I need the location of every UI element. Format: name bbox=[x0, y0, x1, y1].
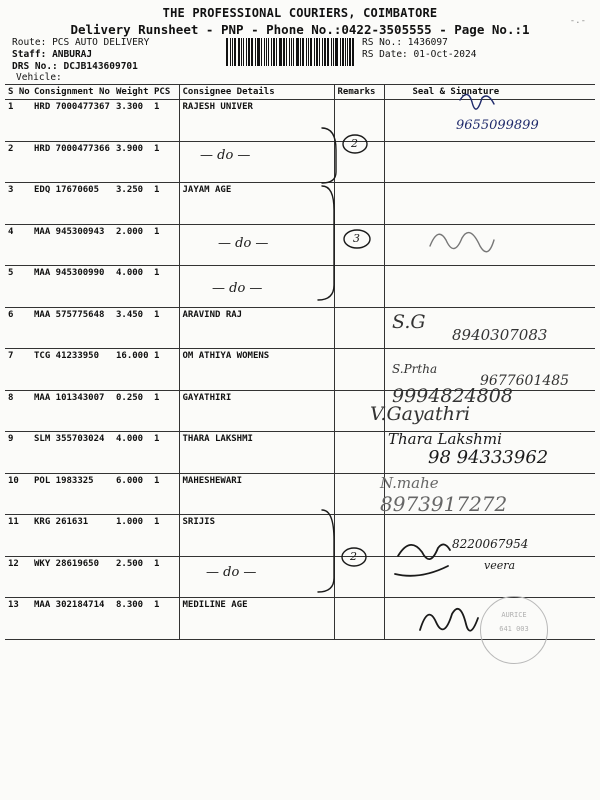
cell-pcs: 1 bbox=[151, 266, 179, 308]
barcode-bar bbox=[342, 38, 344, 66]
col-header-sno: S No bbox=[5, 85, 31, 100]
table-row bbox=[5, 183, 595, 225]
barcode-bar bbox=[273, 38, 275, 66]
circle-remark-3-text: 3 bbox=[353, 232, 360, 245]
barcode-bar bbox=[241, 38, 242, 66]
cell-sno: 8 bbox=[5, 390, 31, 432]
cell-seal-signature bbox=[384, 307, 595, 349]
barcode-bar bbox=[296, 38, 299, 66]
cell-consignee: OM ATHIYA WOMENS bbox=[179, 349, 334, 391]
col-header-weight: Weight bbox=[113, 85, 151, 100]
barcode-bar bbox=[283, 38, 285, 66]
cell-weight: 3.900 bbox=[113, 141, 151, 183]
cell-consignee bbox=[179, 224, 334, 266]
handwritten-phone-row9: 98 94333962 bbox=[428, 447, 549, 468]
cell-sno: 2 bbox=[5, 141, 31, 183]
cell-consignment: MAA 945300990 bbox=[31, 266, 113, 308]
barcode-bar bbox=[291, 38, 292, 66]
company-title: THE PROFESSIONAL COURIERS, COIMBATORE bbox=[162, 6, 438, 20]
route-label: Route: bbox=[12, 37, 47, 48]
cell-remarks bbox=[334, 224, 384, 266]
cell-pcs: 1 bbox=[151, 183, 179, 225]
vehicle-label: Vehicle: bbox=[16, 72, 62, 83]
barcode-bar bbox=[349, 38, 351, 66]
cell-weight: 3.250 bbox=[113, 183, 151, 225]
route-line bbox=[12, 37, 149, 49]
barcode-bar bbox=[266, 38, 268, 66]
table-row bbox=[5, 141, 595, 183]
table-row bbox=[5, 598, 595, 640]
table-row bbox=[5, 349, 595, 391]
handwritten-name-row8: V.Gayathri bbox=[370, 403, 471, 425]
cell-remarks bbox=[334, 432, 384, 474]
ditto-mark-row12: — do — bbox=[206, 565, 257, 580]
barcode-bar bbox=[345, 38, 346, 66]
barcode-bar bbox=[308, 38, 309, 66]
handwritten-phone-row11: 8220067954 bbox=[452, 537, 529, 551]
cell-remarks bbox=[334, 100, 384, 142]
cell-seal-signature bbox=[384, 100, 595, 142]
cell-remarks bbox=[334, 266, 384, 308]
cell-pcs: 1 bbox=[151, 349, 179, 391]
cell-consignment: HRD 7000477366 bbox=[31, 141, 113, 183]
col-header-pcs: PCS bbox=[151, 85, 179, 100]
barcode-bar bbox=[322, 38, 323, 66]
cell-seal-signature bbox=[384, 183, 595, 225]
cell-weight: 3.300 bbox=[113, 100, 151, 142]
cell-remarks bbox=[334, 349, 384, 391]
cell-remarks bbox=[334, 390, 384, 432]
rs-no-line bbox=[362, 37, 448, 49]
cell-sno: 3 bbox=[5, 183, 31, 225]
barcode-bar bbox=[251, 38, 253, 66]
barcode-bar bbox=[238, 38, 241, 66]
cell-consignee: SRIJIS bbox=[179, 515, 334, 557]
barcode-bar bbox=[314, 38, 315, 66]
ditto-mark-row4: — do — bbox=[218, 236, 269, 251]
table-row bbox=[5, 556, 595, 598]
cell-seal-signature bbox=[384, 266, 595, 308]
cell-consignee: ARAVIND RAJ bbox=[179, 307, 334, 349]
cell-sno: 11 bbox=[5, 515, 31, 557]
barcode-bar bbox=[232, 38, 233, 66]
cell-pcs: 1 bbox=[151, 390, 179, 432]
cell-weight: 4.000 bbox=[113, 432, 151, 474]
cell-weight: 6.000 bbox=[113, 473, 151, 515]
cell-seal-signature bbox=[384, 432, 595, 474]
cell-pcs: 1 bbox=[151, 307, 179, 349]
barcode-bar bbox=[335, 38, 338, 66]
cell-consignment: MAA 575775648 bbox=[31, 307, 113, 349]
cell-remarks bbox=[334, 307, 384, 349]
table-row bbox=[5, 390, 595, 432]
rs-no-value: 1436097 bbox=[407, 37, 448, 48]
stamp-line2: 641 003 bbox=[499, 625, 529, 633]
table-header-row bbox=[5, 85, 595, 100]
handwritten-sign-row7: S.Prtha bbox=[392, 362, 438, 376]
barcode-bar bbox=[257, 38, 260, 66]
ditto-mark-row5: — do — bbox=[212, 281, 263, 296]
rs-date-line bbox=[362, 49, 476, 61]
cell-consignee: MAHESHEWARI bbox=[179, 473, 334, 515]
cell-sno: 7 bbox=[5, 349, 31, 391]
drs-value: DCJB143609701 bbox=[63, 61, 138, 72]
cell-consignment: TCG 41233950 bbox=[31, 349, 113, 391]
table-row bbox=[5, 100, 595, 142]
handwritten-phone-row8: 9994824808 bbox=[392, 385, 513, 407]
stamp-line1: AURICE bbox=[501, 611, 527, 619]
cell-seal-signature bbox=[384, 349, 595, 391]
staff-label: Staff: bbox=[12, 49, 47, 60]
cell-seal-signature bbox=[384, 515, 595, 557]
cell-consignment: MAA 945300943 bbox=[31, 224, 113, 266]
drs-label: DRS No.: bbox=[12, 61, 58, 72]
cell-sno: 12 bbox=[5, 556, 31, 598]
cell-weight: 8.300 bbox=[113, 598, 151, 640]
handwritten-sign-row6: S.G bbox=[392, 311, 426, 333]
cell-consignment: EDQ 17670605 bbox=[31, 183, 113, 225]
runsheet-table bbox=[5, 84, 595, 640]
cell-consignment: MAA 302184714 bbox=[31, 598, 113, 640]
table-row bbox=[5, 432, 595, 474]
barcode-bar bbox=[261, 38, 262, 66]
cell-remarks bbox=[334, 141, 384, 183]
circle-remark-2-b-text: 2 bbox=[350, 550, 357, 563]
cell-seal-signature bbox=[384, 390, 595, 432]
cell-sno: 4 bbox=[5, 224, 31, 266]
cell-weight: 0.250 bbox=[113, 390, 151, 432]
table-row bbox=[5, 266, 595, 308]
barcode-bar bbox=[286, 38, 287, 66]
cell-remarks bbox=[334, 598, 384, 640]
cell-sno: 13 bbox=[5, 598, 31, 640]
cell-sno: 6 bbox=[5, 307, 31, 349]
cell-pcs: 1 bbox=[151, 556, 179, 598]
cell-weight: 4.000 bbox=[113, 266, 151, 308]
cell-remarks bbox=[334, 556, 384, 598]
barcode-bar bbox=[300, 38, 301, 66]
cell-consignment: POL 1983325 bbox=[31, 473, 113, 515]
barcode-bar bbox=[279, 38, 282, 66]
cell-remarks bbox=[334, 515, 384, 557]
cell-weight: 2.500 bbox=[113, 556, 151, 598]
barcode-bar bbox=[276, 38, 277, 66]
cell-consignment: HRD 7000477367 bbox=[31, 100, 113, 142]
col-header-seal-signature: Seal & Signature bbox=[384, 85, 595, 100]
cell-pcs: 1 bbox=[151, 515, 179, 557]
table-row bbox=[5, 473, 595, 515]
cell-sno: 5 bbox=[5, 266, 31, 308]
cell-remarks bbox=[334, 183, 384, 225]
handwritten-name-row9: Thara Lakshmi bbox=[388, 430, 502, 448]
cell-consignee: MEDILINE AGE bbox=[179, 598, 334, 640]
table-row bbox=[5, 307, 595, 349]
barcode-bar bbox=[352, 38, 354, 66]
cell-seal-signature bbox=[384, 473, 595, 515]
staff-value: ANBURAJ bbox=[52, 49, 93, 60]
barcode-bar bbox=[230, 38, 231, 66]
barcode-bar bbox=[293, 38, 295, 66]
table-body bbox=[5, 100, 595, 640]
cell-weight: 1.000 bbox=[113, 515, 151, 557]
cell-weight: 2.000 bbox=[113, 224, 151, 266]
barcode-bar bbox=[310, 38, 312, 66]
rs-date-label: RS Date: bbox=[362, 49, 408, 60]
barcode-bar bbox=[316, 38, 319, 66]
col-header-consignee: Consignee Details bbox=[179, 85, 334, 100]
barcode-bar bbox=[306, 38, 307, 66]
barcode-bar bbox=[234, 38, 236, 66]
barcode-bar bbox=[243, 38, 244, 66]
handwritten-phone-row1: 9655099899 bbox=[456, 118, 539, 133]
cell-consignee bbox=[179, 266, 334, 308]
barcode-bar bbox=[327, 38, 329, 66]
col-header-remarks: Remarks bbox=[334, 85, 384, 100]
cell-consignment: WKY 28619650 bbox=[31, 556, 113, 598]
cell-pcs: 1 bbox=[151, 141, 179, 183]
cell-consignee: GAYATHIRI bbox=[179, 390, 334, 432]
cell-remarks bbox=[334, 473, 384, 515]
cell-consignee: RAJESH UNIVER bbox=[179, 100, 334, 142]
barcode-bar bbox=[319, 38, 320, 66]
table-row bbox=[5, 224, 595, 266]
barcode-bar bbox=[333, 38, 334, 66]
cell-sno: 10 bbox=[5, 473, 31, 515]
barcode bbox=[226, 38, 356, 66]
cell-sno: 1 bbox=[5, 100, 31, 142]
barcode-bar bbox=[331, 38, 332, 66]
cell-consignee bbox=[179, 141, 334, 183]
route-value: PCS AUTO DELIVERY bbox=[52, 37, 150, 48]
cell-consignee: JAYAM AGE bbox=[179, 183, 334, 225]
ditto-mark-row2: — do — bbox=[200, 148, 251, 163]
cell-seal-signature bbox=[384, 556, 595, 598]
cell-pcs: 1 bbox=[151, 100, 179, 142]
barcode-bar bbox=[248, 38, 250, 66]
handwritten-phone-row7: 9677601485 bbox=[480, 373, 570, 389]
cell-seal-signature bbox=[384, 598, 595, 640]
corner-mark: -.- bbox=[569, 16, 586, 26]
cell-weight: 3.450 bbox=[113, 307, 151, 349]
cell-consignee: THARA LAKSHMI bbox=[179, 432, 334, 474]
cell-consignment: KRG 261631 bbox=[31, 515, 113, 557]
cell-consignee bbox=[179, 556, 334, 598]
cell-pcs: 1 bbox=[151, 473, 179, 515]
handwritten-phone-row10: 8973917272 bbox=[380, 492, 508, 516]
staff-line bbox=[12, 49, 92, 61]
cell-pcs: 1 bbox=[151, 224, 179, 266]
cell-seal-signature bbox=[384, 224, 595, 266]
circle-remark-2-a-text: 2 bbox=[351, 137, 358, 150]
table-row bbox=[5, 515, 595, 557]
rs-date-value: 01-Oct-2024 bbox=[413, 49, 477, 60]
handwritten-name-row10: N.mahe bbox=[380, 474, 439, 492]
handwritten-name-row12: veera bbox=[484, 559, 516, 572]
runsheet-title: Delivery Runsheet - PNP - Phone No.:0422-3505555 - Page No.:1 bbox=[70, 22, 530, 37]
cell-sno: 9 bbox=[5, 432, 31, 474]
barcode-bar bbox=[246, 38, 247, 66]
barcode-bar bbox=[340, 38, 341, 66]
cell-pcs: 1 bbox=[151, 432, 179, 474]
barcode-bar bbox=[268, 38, 269, 66]
handwritten-phone-row6: 8940307083 bbox=[452, 326, 548, 344]
cell-consignment: SLM 355703024 bbox=[31, 432, 113, 474]
barcode-bar bbox=[302, 38, 304, 66]
barcode-bar bbox=[264, 38, 265, 66]
barcode-bar bbox=[289, 38, 290, 66]
col-header-consignment: Consignment No bbox=[31, 85, 113, 100]
barcode-bar bbox=[347, 38, 348, 66]
barcode-bar bbox=[255, 38, 256, 66]
rs-no-label: RS No.: bbox=[362, 37, 403, 48]
cell-weight: 16.000 bbox=[113, 349, 151, 391]
barcode-bar bbox=[226, 38, 228, 66]
cell-seal-signature bbox=[384, 141, 595, 183]
cell-pcs: 1 bbox=[151, 598, 179, 640]
cell-consignment: MAA 101343007 bbox=[31, 390, 113, 432]
barcode-bar bbox=[324, 38, 326, 66]
barcode-bar bbox=[271, 38, 272, 66]
